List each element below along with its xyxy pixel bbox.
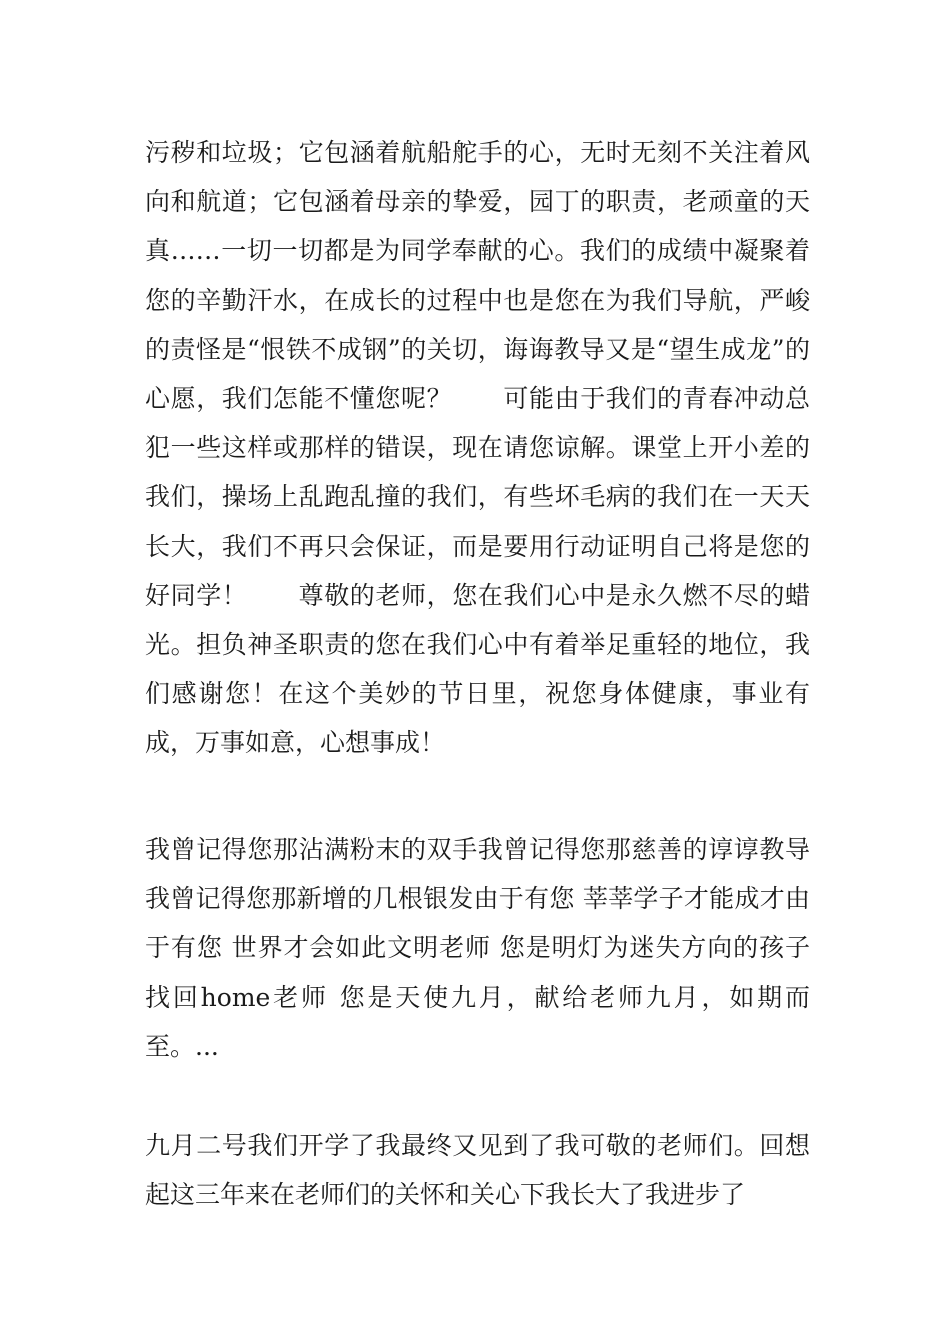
- paragraph-teacher-tribute: 污秽和垃圾；它包涵着航船舵手的心，无时无刻不关注着风向和航道；它包涵着母亲的挚爱，园丁的职责，老顽童的天真……一切一切都是为同学奉献的心。我们的成绩中凝聚着您的辛勤汗水，在成长的过程中也是您在为我们导航，严峻的责怪是“恨铁不成钢”的关切，诲诲教导又是“望生成龙”的心愿，我们怎能不懂您呢？ 可能由于我们的青春冲动总犯一些这样或那样的错误，现在请您谅解。课堂上开小差的我们，操场上乱跑乱撞的我们，有些坏毛病的我们在一天天长大，我们不再只会保证，而是要用行动证明自己将是您的好同学！ 尊敬的老师，您在我们心中是永久燃不尽的蜡光。担负神圣职责的您在我们心中有着举足重轻的地位，我们感谢您！在这个美妙的节日里，祝您身体健康，事业有成，万事如意，心想事成！: [145, 138, 810, 758]
- paragraph-school-start: 九月二号我们开学了我最终又见到了我可敬的老师们。回想起这三年来在老师们的关怀和关心下我长大了我进步了: [145, 1131, 810, 1210]
- paragraph-remember-teacher: 我曾记得您那沾满粉末的双手我曾记得您那慈善的谆谆教导我曾记得您那新增的几根银发由于有您 莘莘学子才能成才由于有您 世界才会如此文明老师 您是明灯为迷失方向的孩子找回home老师 您是天使九月，献给老师九月，如期而至。...: [145, 835, 810, 1061]
